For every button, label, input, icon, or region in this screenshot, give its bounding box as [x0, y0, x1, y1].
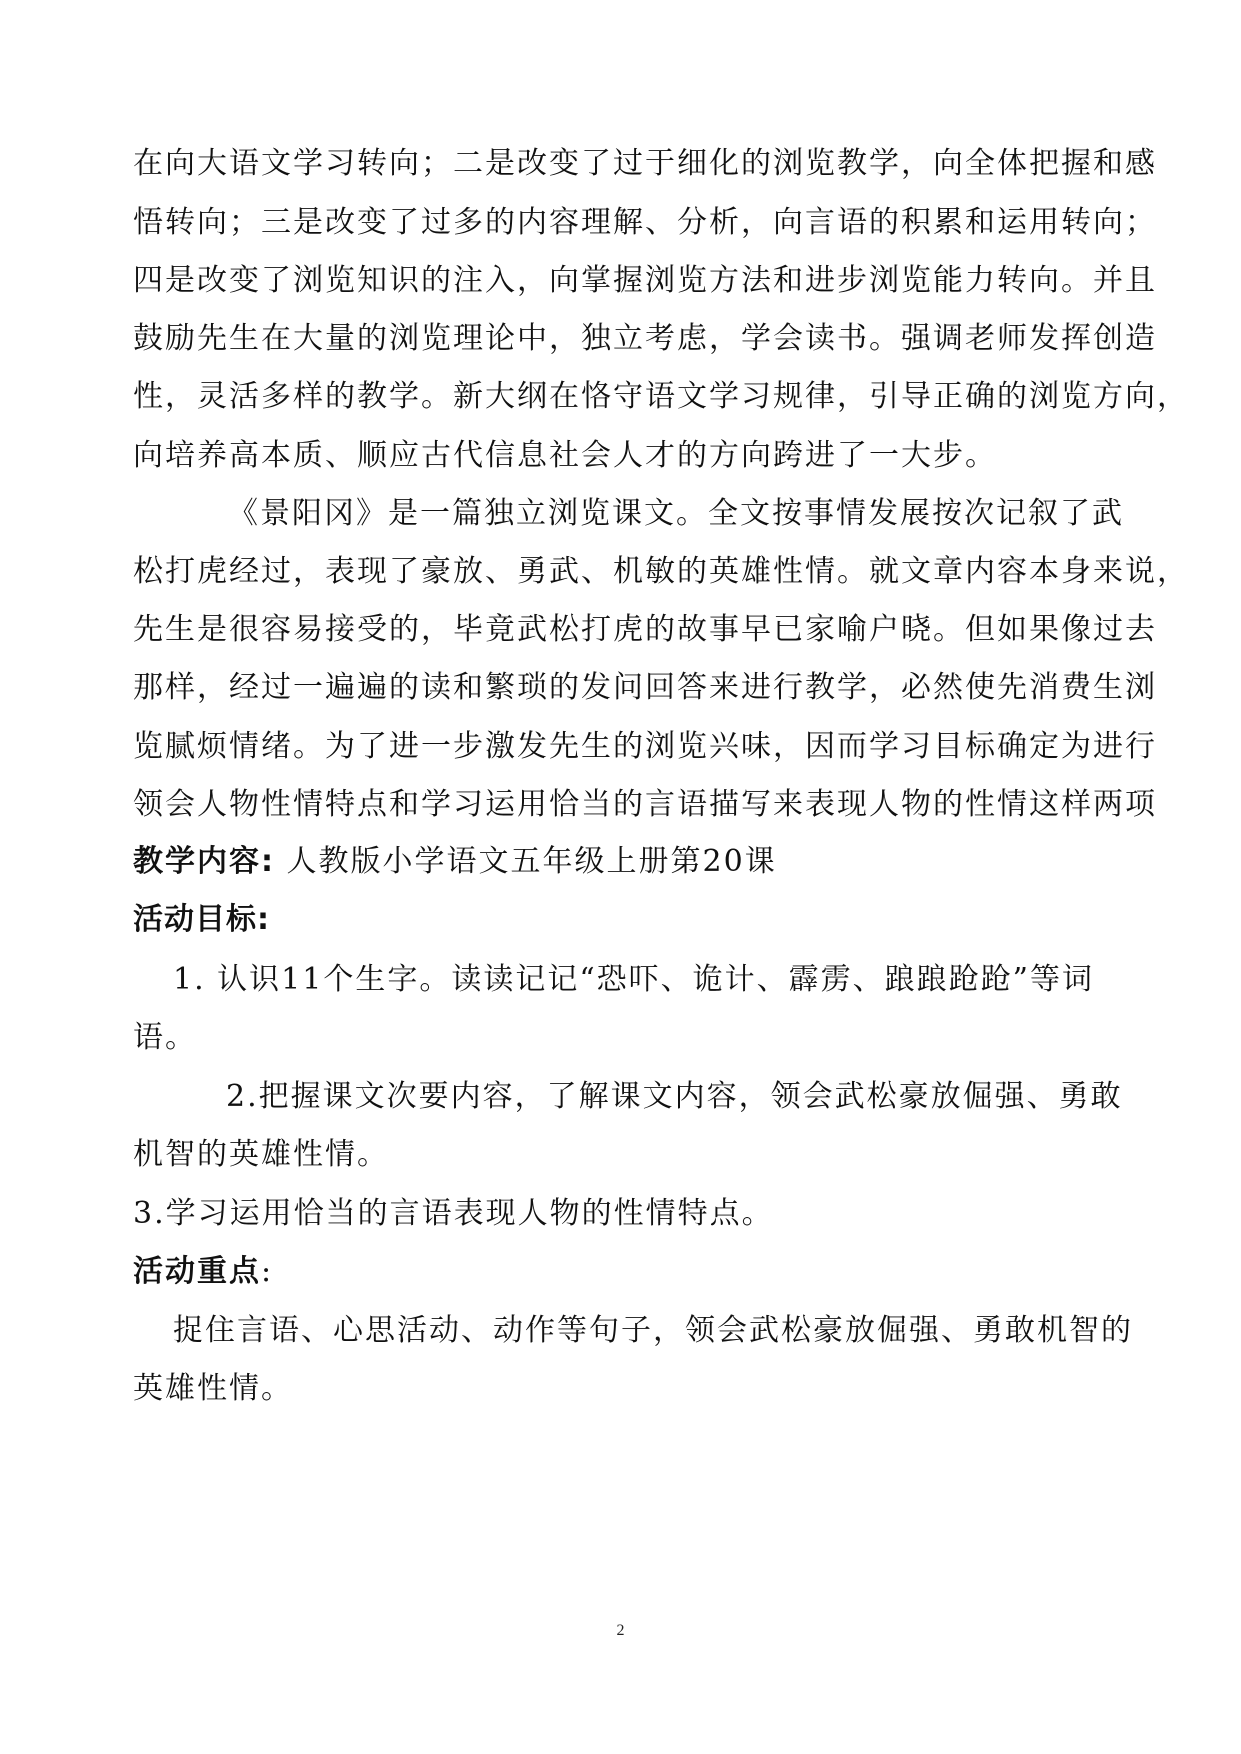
paragraph-2-line-1: 《景阳冈》是一篇独立浏览课文。全文按事情发展按次记叙了武	[228, 496, 1124, 531]
objectives-heading: 活动目标:	[133, 902, 270, 937]
objective-3: 3.学习运用恰当的言语表现人物的性情特点。	[133, 1196, 774, 1231]
objective-2-line-2: 机智的英雄性情。	[133, 1137, 389, 1172]
paragraph-2-line-6: 领会人物性情特点和学习运用恰当的言语描写来表现人物的性情这样两项	[133, 787, 1157, 822]
paragraph-2-line-4: 那样，经过一遍遍的读和繁琐的发问回答来进行教学，必然使先消费生浏	[133, 670, 1157, 705]
paragraph-1-line-4: 鼓励先生在大量的浏览理论中，独立考虑，学会读书。强调老师发挥创造	[133, 321, 1157, 356]
paragraph-1-line-1: 在向大语文学习转向；二是改变了过于细化的浏览教学，向全体把握和感	[133, 146, 1157, 181]
page-number: 2	[616, 1622, 625, 1639]
objective-1-line-1: 1. 认识11个生字。读读记记“恐吓、诡计、霹雳、踉踉跄跄”等词	[173, 962, 1095, 997]
key-points-heading-row	[133, 1252, 1123, 1292]
teaching-content-value: 人教版小学语文五年级上册第20课	[286, 844, 777, 879]
paragraph-2-line-3: 先生是很容易接受的，毕竟武松打虎的故事早已家喻户晓。但如果像过去	[133, 612, 1157, 647]
key-points-heading: 活动重点	[133, 1254, 261, 1289]
teaching-content-label: 教学内容:	[133, 844, 275, 879]
paragraph-2-line-2: 松打虎经过，表现了豪放、勇武、机敏的英雄性情。就文章内容本身来说，	[133, 554, 1189, 589]
paragraph-1-line-3: 四是改变了浏览知识的注入，向掌握浏览方法和进步浏览能力转向。并且	[133, 263, 1157, 298]
paragraph-1-line-5: 性，灵活多样的教学。新大纲在恪守语文学习规律，引导正确的浏览方向，	[133, 379, 1189, 414]
key-points-heading-colon: :	[261, 1254, 274, 1289]
teaching-content-row	[133, 842, 1123, 882]
objective-2-line-1: 2.把握课文次要内容，了解课文内容，领会武松豪放倔强、勇敢	[226, 1079, 1123, 1114]
paragraph-2-line-5: 览腻烦情绪。为了进一步激发先生的浏览兴味，因而学习目标确定为进行	[133, 729, 1157, 764]
objective-1-line-2: 语。	[133, 1020, 197, 1055]
key-points-line-2: 英雄性情。	[133, 1371, 293, 1406]
key-points-line-1: 捉住言语、心思活动、动作等句子，领会武松豪放倔强、勇敢机智的	[173, 1313, 1133, 1348]
paragraph-1-line-6: 向培养高本质、顺应古代信息社会人才的方向跨进了一大步。	[133, 438, 997, 473]
paragraph-1-line-2: 悟转向；三是改变了过多的内容理解、分析，向言语的积累和运用转向；	[133, 205, 1157, 240]
